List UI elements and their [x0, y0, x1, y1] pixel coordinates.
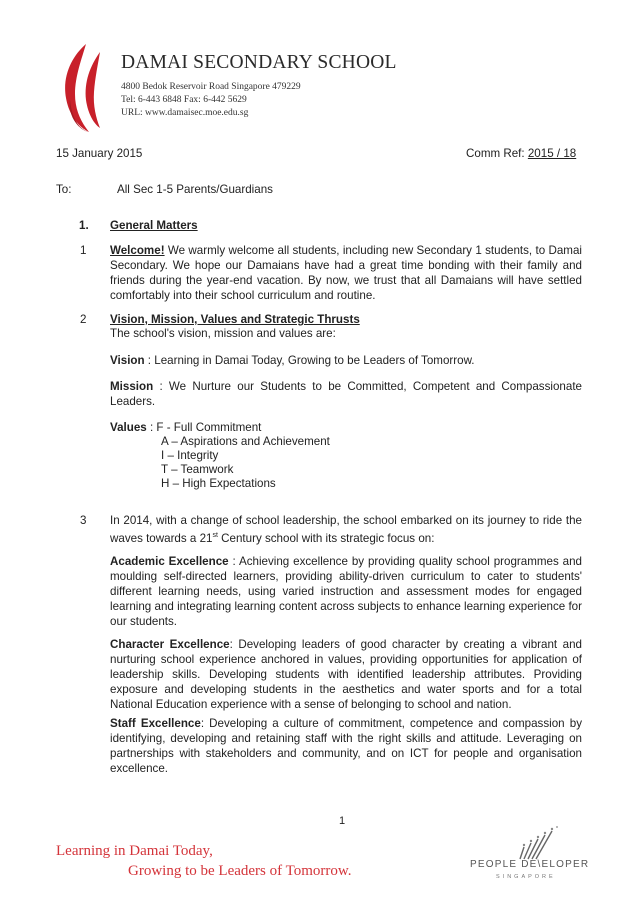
comm-ref-value: 2015 / 18 [527, 147, 577, 160]
mission-text: : We Nurture our Students to be Committed, Competent and Compassionate Leaders. [110, 380, 582, 408]
motto-line-2: Growing to be Leaders of Tomorrow. [128, 863, 352, 879]
value-item: I – Integrity [161, 449, 219, 462]
pd-v-glyph: \ [537, 859, 542, 870]
ordinal-suffix: st [212, 532, 218, 539]
page-number: 1 [339, 815, 346, 827]
item-number: 3 [80, 514, 87, 527]
values-first: : F - Full Commitment [146, 421, 262, 434]
character-excellence [110, 637, 582, 712]
welcome-paragraph [110, 243, 582, 303]
school-logo-icon [56, 42, 108, 134]
character-label: Character Excellence [110, 638, 230, 651]
staff-text: : Developing a culture of commitment, competence and compassion by identifying, developing and retaining staff with the right skills and attitude. Leveraging on partnerships with stakeholders and community, and on ICT for people and organisation excellence. [110, 717, 582, 775]
strategic-intro: In 2014, with a change of school leadership, the school embarked on its journey to ride the waves towards a 21st Century school with its strategic focus on: [110, 514, 582, 545]
value-item: T – Teamwork [161, 463, 234, 476]
staff-label: Staff Excellence [110, 717, 201, 730]
school-tel-fax: Tel: 6-443 6848 Fax: 6-442 5629 [121, 95, 247, 105]
letter-date: 15 January 2015 [56, 147, 143, 160]
item-number: 1 [80, 244, 87, 257]
academic-text: : Achieving excellence by providing quality school programmes and moulding self-directed learners, providing ability-driven curriculum to cater to students' different learning needs, using varied instruction and assessment modes for engaged learning and integrating learning content across subjects to enhance learning experience for our students. [110, 555, 583, 628]
item-number: 2 [80, 313, 87, 326]
comm-ref [466, 146, 576, 161]
to-label: To: [56, 183, 72, 196]
school-name: DAMAI SECONDARY SCHOOL [121, 52, 397, 73]
values-label: Values [110, 421, 147, 434]
school-url: URL: www.damaisec.moe.edu.sg [121, 108, 249, 118]
people-developer-logo [470, 825, 590, 887]
vision-label: Vision [110, 354, 145, 367]
vision-line [110, 353, 475, 368]
mission-line [110, 379, 582, 409]
academic-label: Academic Excellence [110, 555, 229, 568]
character-text: : Developing leaders of good character by creating a vibrant and nurturing school experience anchored in values, providing opportunities for application of leadership skills. Developing students with identified leadership attributes. Providing exposure and developing students in the aesthetics and water sports and for a total National Education experience with a sense of belonging to school and nation. [110, 638, 582, 711]
section-title: General Matters [110, 219, 198, 232]
school-address: 4800 Bedok Reservoir Road Singapore 479229 [121, 82, 301, 92]
pd-subtitle: SINGAPORE [496, 874, 556, 880]
vision-text: : Learning in Damai Today, Growing to be Leaders of Tomorrow. [144, 354, 475, 367]
vision-mission-heading: Vision, Mission, Values and Strategic Thrusts [110, 313, 360, 326]
welcome-body: We warmly welcome all students, including new Secondary 1 students, to Damai Secondary. We hope our Damaians have had a great time bonding with their family and friends during the year-end vacation. By now, we trust that all Damaians will have settled comfortably into their school curriculum and routine. [110, 244, 582, 302]
value-item: H – High Expectations [161, 477, 276, 490]
value-item: A – Aspirations and Achievement [161, 435, 330, 448]
motto-line-1: Learning in Damai Today, [56, 843, 213, 859]
staff-excellence [110, 716, 582, 776]
mission-label: Mission [110, 380, 154, 393]
to-value: All Sec 1-5 Parents/Guardians [117, 183, 273, 196]
section-number: 1. [79, 219, 89, 232]
pd-wordmark: PEOPLE DE\ELOPER [470, 859, 590, 870]
welcome-heading: Welcome! [110, 244, 165, 257]
vision-mission-intro: The school's vision, mission and values are: [110, 327, 336, 340]
comm-ref-label: Comm Ref: [466, 147, 525, 160]
people-developer-mark-icon [514, 825, 560, 861]
academic-excellence [110, 554, 582, 629]
values-line [110, 420, 261, 435]
